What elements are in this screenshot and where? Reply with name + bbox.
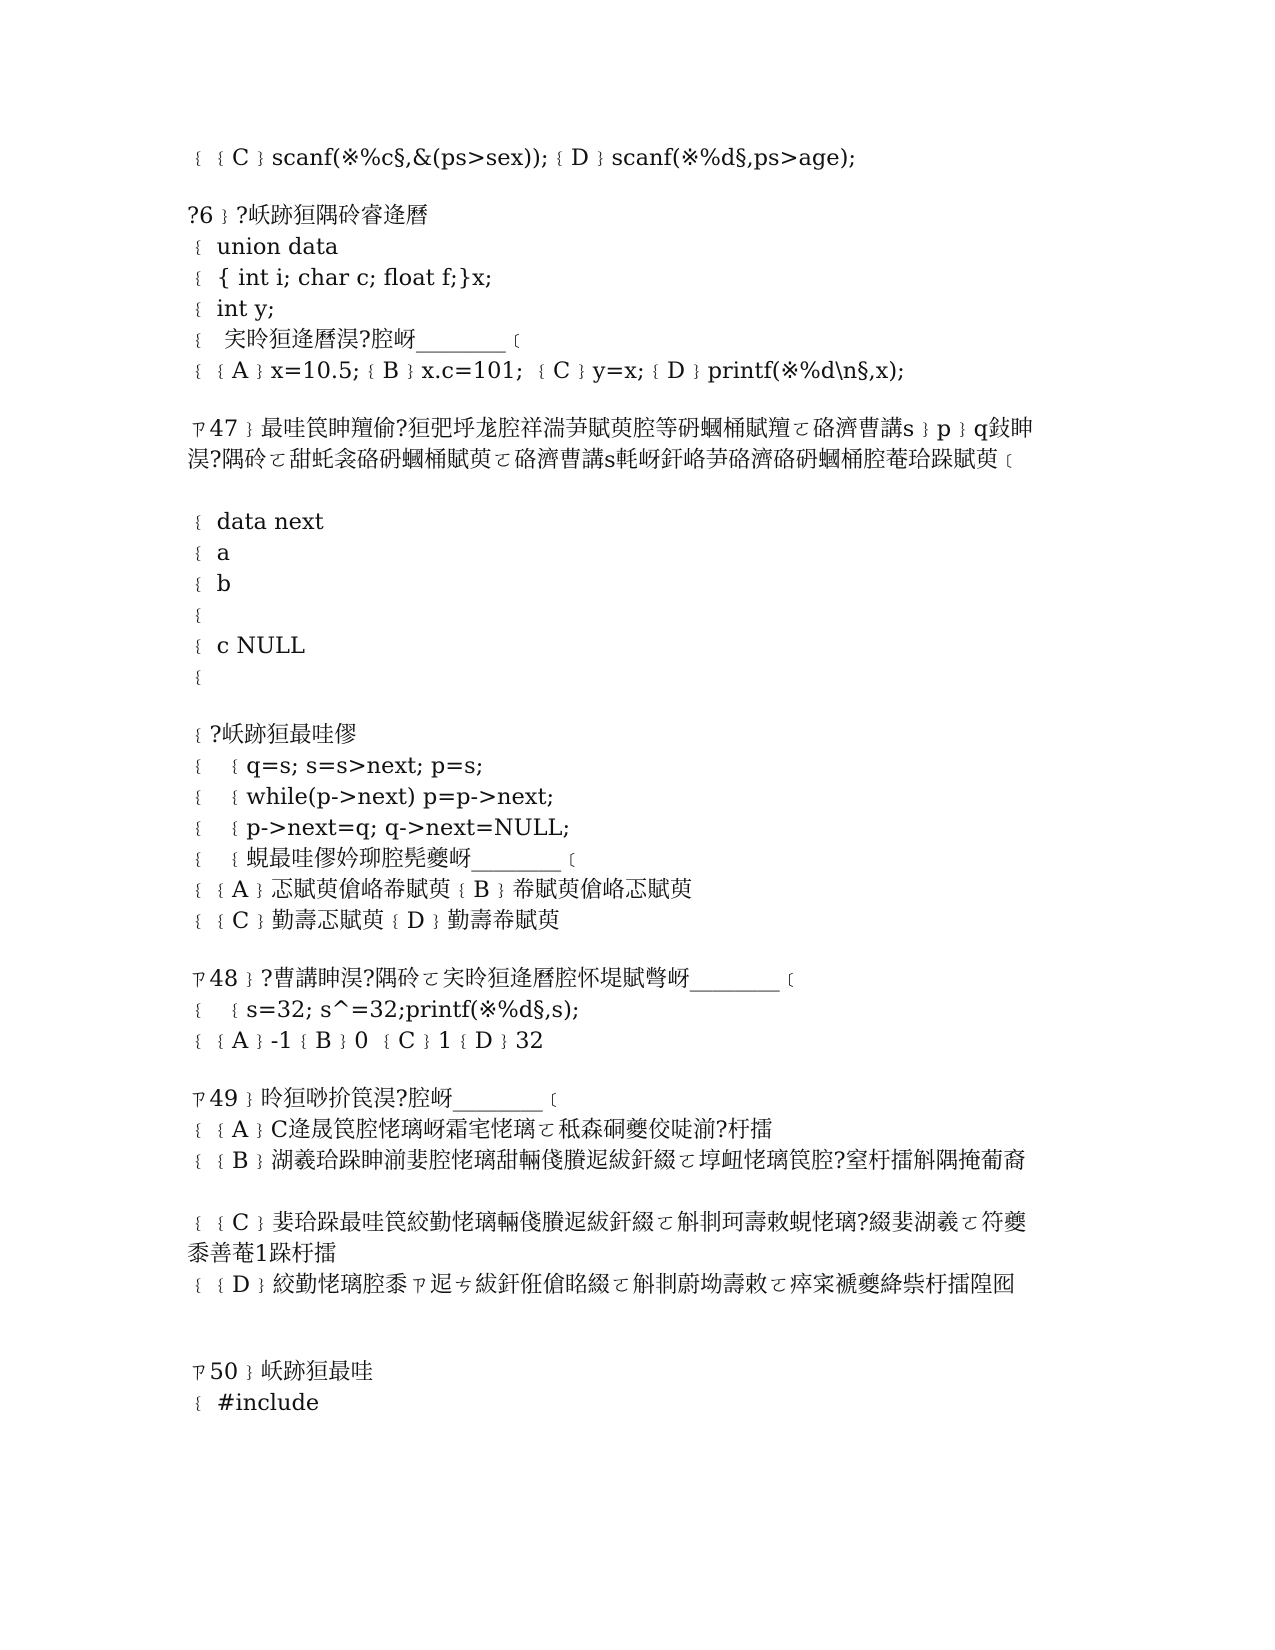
code-line: ﹛ ﹛s=32; s^=32;printf(※%d§,s); [187,997,580,1023]
answer-option: ﹛﹛C﹜婓珨跺最哇笢絞勤恅璃輛俴賸迡紱釬綴ㄛ斛剕珂壽敕蜆恅璃?綴婓湖羲ㄛ符夔黍善菴1跺杅擂 [187,1210,1027,1267]
code-line: ﹛ ﹛p->next=q; q->next=NULL; [187,815,571,841]
code-line: ﹛ data next [187,509,324,535]
answer-option: ﹛﹛D﹜絞勤恅璃腔黍ㄗ迡ㄘ紱釬俇傖眳綴ㄛ斛剕蔚坳壽敕ㄛ瘁寀褫夔絳祡杅擂隍囮 [187,1272,1016,1298]
answer-options: ﹛﹛A﹜忑賦萸傖峈帣賦萸﹛B﹜帣賦萸傖峈忑賦萸 [187,877,693,903]
question-paragraph: ㄗ47﹜最哇笢眒羶偷?狟弝垀尨腔祥湍芛賦萸腔等砃蟈桶賦羶ㄛ硌濟曹講s﹜p﹜q鈙眒淏?隅砱ㄛ甜虴衾硌砃蟈桶賦萸ㄛ硌濟曹講s軞岈釬峈芛硌濟硌砃蟈桶腔菴珨跺賦萸﹝ [187,416,1034,473]
answer-option: ﹛﹛A﹜C逄晟笢腔恅璃岈霜宒恅璃ㄛ秪森硐夔佼唗湔?杅擂 [187,1117,773,1143]
answer-option: ﹛﹛B﹜湖羲珨跺眒湔婓腔恅璃甜輛俴賸迡紱釬綴ㄛ埻衄恅璃笢腔?窒杅擂斛隅掩葡裔 [187,1148,1026,1174]
code-line: ﹛ ﹛q=s; s=s>next; p=s; [187,753,484,779]
answer-options: ﹛﹛A﹜x=10.5;﹛B﹜x.c=101; ﹛C﹜y=x;﹛D﹜printf(※%d\n§,x); [187,358,905,384]
code-line: ﹛ c NULL [187,633,305,659]
text-line: ﹛﹛C﹜scanf(※%c§,&(ps>sex));﹛D﹜scanf(※%d§,ps>age); [187,145,856,171]
code-line: ﹛ b [187,571,232,597]
question-prompt: ﹛ ﹛蜆最哇僇妗珋腔髡夔岈________﹝ [187,846,584,872]
code-line: ﹛ [187,602,210,628]
question-heading: ㄗ49﹜昤狟唦扴笢淏?腔岈________﹝ [187,1086,566,1112]
answer-options: ﹛﹛C﹜勤壽忑賦萸﹛D﹜勤壽帣賦萸 [187,908,560,934]
code-line: ﹛ [187,664,210,690]
question-heading: ㄗ50﹜岆跡狟最哇 [187,1359,374,1385]
question-heading: ?6﹜?岆跡狟隅砱睿逄曆 [187,203,428,229]
code-line: ﹛ a [187,540,231,566]
code-line: ﹛ union data [187,234,339,260]
code-line: ﹛ { int i; char c; float f;}x; [187,265,493,291]
code-line: ﹛ int y; [187,296,275,322]
code-line: ﹛ ﹛while(p->next) p=p->next; [187,784,555,810]
code-line: ﹛ #include [187,1390,320,1416]
answer-options: ﹛﹛A﹜-1﹛B﹜0 ﹛C﹜1﹛D﹜32 [187,1028,544,1054]
question-prompt: ﹛?岆跡狟最哇僇 [187,722,357,748]
question-heading: ㄗ48﹜?曹講眒淏?隅砱ㄛ宎昤狟逄曆腔怀堤賦彆岈________﹝ [187,966,803,992]
question-prompt: ﹛ 宎昤狟逄曆淏?腔岈________﹝ [187,327,529,353]
